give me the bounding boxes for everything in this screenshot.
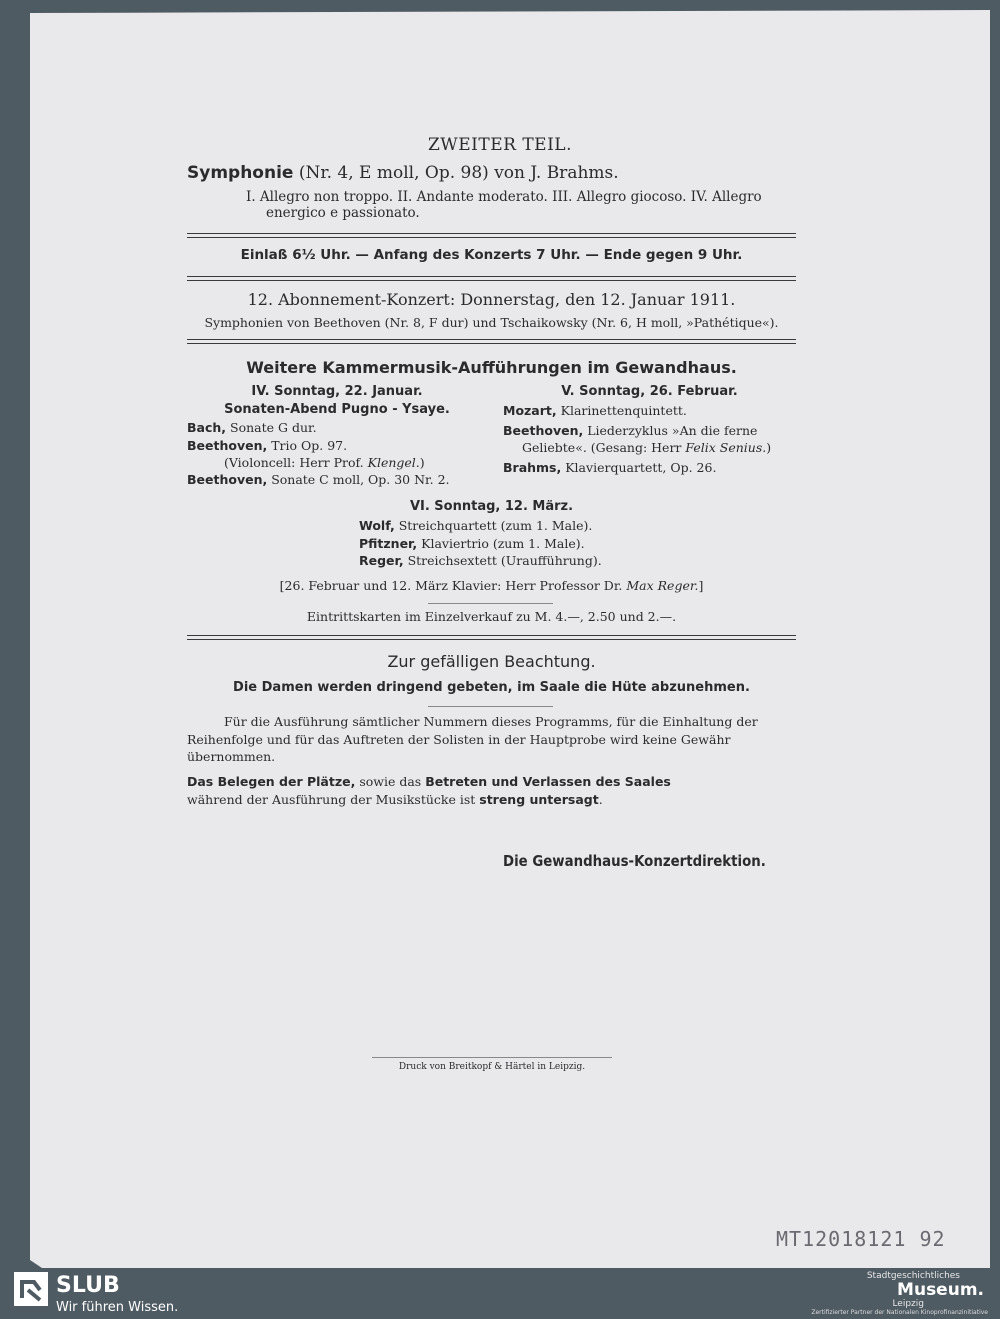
work: Liederzyklus »An die ferne (583, 423, 758, 438)
museum-city: Leipzig (892, 1299, 924, 1309)
notice-heading: Zur gefälligen Beachtung. (387, 652, 596, 671)
signature: Die Gewandhaus-Konzertdirektion. (503, 852, 766, 870)
work: Trio Op. 97. (267, 438, 348, 453)
seating-notice-line: Das Belegen der Plätze, sowie das Betreten und Verlassen des Saales (187, 774, 671, 789)
composer: Bach, (187, 420, 227, 435)
composer: Brahms, (503, 460, 562, 475)
concert-v-item (503, 460, 716, 475)
divider (187, 339, 796, 344)
movements-line-1: I. Allegro non troppo. II. Andante moderato. III. Allegro giocoso. IV. Allegro (246, 189, 762, 205)
divider (187, 276, 796, 281)
divider (187, 635, 796, 640)
movements-line-2: energico e passionato. (266, 205, 420, 221)
short-divider (428, 706, 553, 707)
slub-logo-icon (14, 1272, 48, 1306)
concert-vi-date: VI. Sonntag, 12. März. (409, 499, 574, 514)
symphony-details: (Nr. 4, E moll, Op. 98) von J. Brahms. (293, 163, 619, 183)
ticket-prices: Eintrittskarten im Einzelverkauf zu M. 4.—, 2.50 und 2.—. (306, 609, 677, 624)
composer: Reger, (359, 553, 404, 568)
work: Streichsextett (Uraufführung). (403, 553, 602, 568)
disclaimer-line: Für die Ausführung sämtlicher Nummern dieses Programms, für die Einhaltung der (224, 714, 758, 729)
museum-name[interactable]: Museum. (897, 1280, 984, 1300)
concert-iv-item (187, 472, 450, 487)
performer: Felix Senius. (685, 440, 767, 455)
composer: Beethoven, (503, 423, 584, 438)
shelfmark: MT12018121 92 (776, 1227, 946, 1251)
concert-v-date: V. Sonntag, 26. Februar. (561, 384, 738, 399)
pianist: Max Reger. (626, 578, 699, 593)
composer: Pfitzner, (359, 536, 418, 551)
piano-note: [26. Februar und 12. März Klavier: Herr Professor Dr. Max Reger.] (279, 578, 704, 593)
work: Klavierquartett, Op. 26. (561, 460, 717, 475)
concert-vi-item (359, 553, 602, 568)
composer: Wolf, (359, 518, 395, 533)
short-divider (428, 603, 553, 604)
imprint-divider (372, 1057, 612, 1058)
slub-name[interactable]: SLUB (56, 1273, 120, 1298)
disclaimer-line: übernommen. (187, 749, 276, 764)
concert-vi-item (359, 536, 585, 551)
composer: Beethoven, (187, 472, 268, 487)
composer: Mozart, (503, 403, 557, 418)
museum-certification: Zertifizierter Partner der Nationalen Kinoprofinanzinitiative (811, 1309, 988, 1316)
work: Streichquartett (zum 1. Male). (394, 518, 593, 533)
concert-iv-date: IV. Sonntag, 22. Januar. (251, 384, 423, 399)
symphony-label: Symphonie (187, 163, 294, 183)
next-concert-program: Symphonien von Beethoven (Nr. 8, F dur) und Tschaikowsky (Nr. 6, H moll, »Pathétique«). (204, 315, 779, 330)
composer: Beethoven, (187, 438, 268, 453)
divider (187, 233, 796, 238)
museum-superscript: Stadtgeschichtliches (866, 1271, 960, 1281)
concert-iv-item (187, 438, 347, 453)
work: Klaviertrio (zum 1. Male). (417, 536, 585, 551)
part-heading: ZWEITER TEIL. (427, 135, 573, 155)
concert-v-note: Geliebte«. (Gesang: Herr Felix Senius.) (522, 440, 772, 455)
performer: Klengel. (367, 455, 420, 470)
next-concert-line: 12. Abonnement-Konzert: Donnerstag, den 12. Januar 1911. (247, 290, 736, 309)
seating-notice-line: während der Ausführung der Musikstücke ist streng untersagt. (187, 792, 603, 807)
concert-v-item (503, 423, 757, 438)
work: Sonate C moll, Op. 30 Nr. 2. (267, 472, 450, 487)
work: Klarinettenquintett. (556, 403, 687, 418)
work: Sonate G dur. (226, 420, 317, 435)
printer-imprint: Druck von Breitkopf & Härtel in Leipzig. (398, 1062, 586, 1072)
chamber-heading: Weitere Kammermusik-Aufführungen im Gewandhaus. (246, 358, 737, 377)
hats-notice: Die Damen werden dringend gebeten, im Saale die Hüte abzunehmen. (233, 680, 750, 695)
concert-iv-title: Sonaten-Abend Pugno - Ysaye. (224, 402, 450, 417)
symphony-line (187, 163, 619, 183)
slub-tagline: Wir führen Wissen. (56, 1300, 179, 1315)
concert-iv-item (187, 420, 317, 435)
concert-iv-note: (Violoncell: Herr Prof. Klengel.) (224, 455, 425, 470)
concert-times: Einlaß 6½ Uhr. — Anfang des Konzerts 7 Uhr. — Ende gegen 9 Uhr. (240, 247, 743, 263)
disclaimer-line: Reihenfolge und für das Auftreten der Solisten in der Hauptprobe wird keine Gewähr (187, 732, 731, 747)
concert-v-item (503, 403, 687, 418)
concert-vi-item (359, 518, 592, 533)
